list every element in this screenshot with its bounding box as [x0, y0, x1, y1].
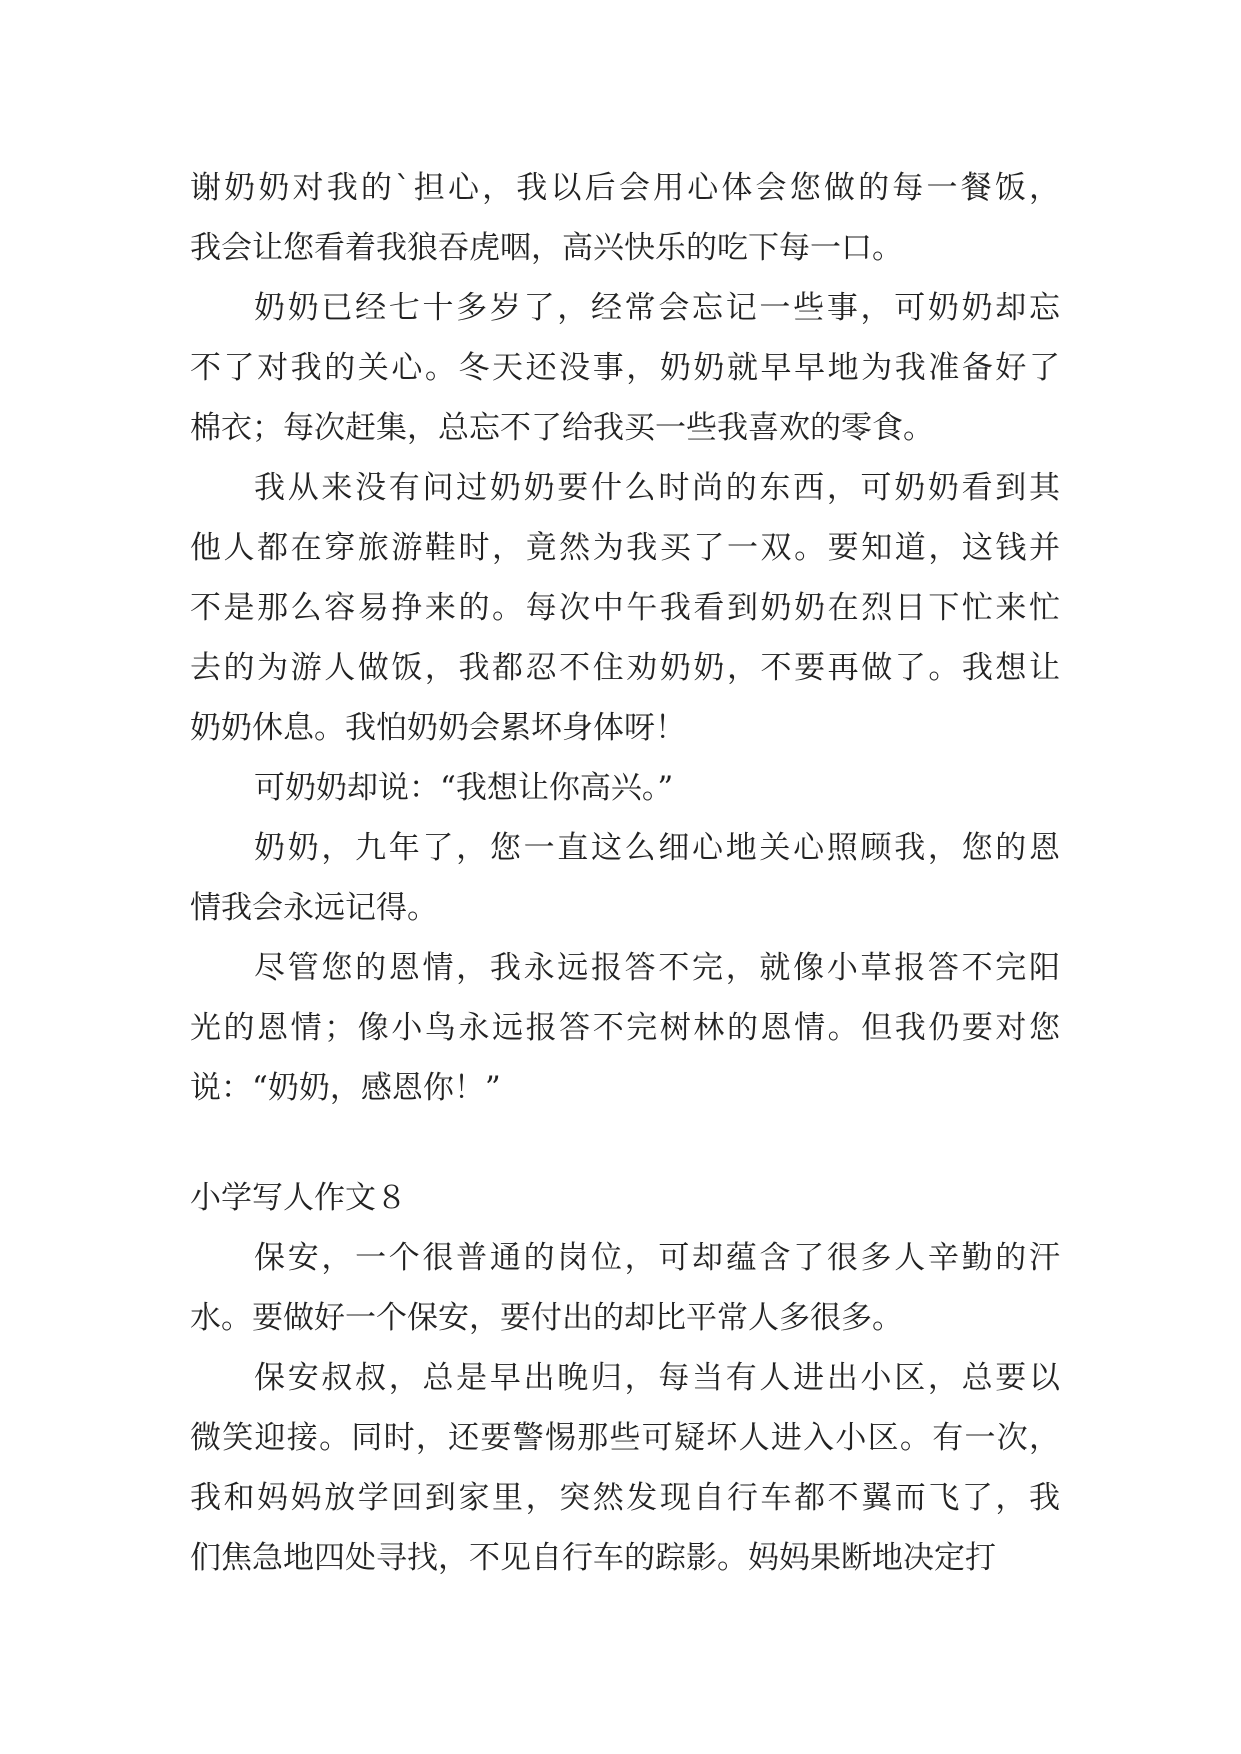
text-line: 他人都在穿旅游鞋时，竟然为我买了一双。要知道，这钱并 [190, 530, 1060, 566]
text-line: 不了对我的关心。冬天还没事，奶奶就早早地为我准备好了 [190, 350, 1060, 386]
text-line: 谢奶奶对我的`担心，我以后会用心体会您做的每一餐饭， [190, 170, 1060, 206]
text-line: 奶奶休息。我怕奶奶会累坏身体呀！ [190, 710, 686, 746]
text-line: 情我会永远记得。 [190, 890, 438, 926]
text-line: 可奶奶却说：“我想让你高兴。” [254, 770, 674, 806]
text-line: 我和妈妈放学回到家里，突然发现自行车都不翼而飞了，我 [190, 1480, 1060, 1516]
text-line: 奶奶已经七十多岁了，经常会忘记一些事，可奶奶却忘 [254, 290, 1060, 326]
text-line: 保安叔叔，总是早出晚归，每当有人进出小区，总要以 [254, 1360, 1060, 1396]
text-line: 水。要做好一个保安，要付出的却比平常人多很多。 [190, 1300, 903, 1336]
text-line: 我会让您看着我狼吞虎咽，高兴快乐的吃下每一口。 [190, 230, 903, 266]
paragraph [190, 758, 1060, 818]
text-line: 我从来没有问过奶奶要什么时尚的东西，可奶奶看到其 [254, 470, 1060, 506]
text-line: 奶奶，九年了，您一直这么细心地关心照顾我，您的恩 [254, 830, 1060, 866]
paragraph [190, 278, 1060, 458]
section-heading: 小学写人作文８ [190, 1180, 407, 1216]
text-line: 保安，一个很普通的岗位，可却蕴含了很多人辛勤的汗 [254, 1240, 1060, 1276]
text-line: 光的恩情；像小鸟永远报答不完树林的恩情。但我仍要对您 [190, 1010, 1060, 1046]
paragraph [190, 818, 1060, 938]
text-line: 去的为游人做饭，我都忍不住劝奶奶，不要再做了。我想让 [190, 650, 1060, 686]
text-line: 说：“奶奶，感恩你！” [190, 1070, 501, 1106]
paragraph [190, 1228, 1060, 1348]
section-gap [190, 1118, 1060, 1168]
paragraph [190, 938, 1060, 1118]
paragraph [190, 158, 1060, 278]
text-line: 微笑迎接。同时，还要警惕那些可疑坏人进入小区。有一次， [190, 1420, 1060, 1456]
essay-7-ending [190, 158, 1060, 1118]
text-line: 不是那么容易挣来的。每次中午我看到奶奶在烈日下忙来忙 [190, 590, 1060, 626]
text-line: 尽管您的恩情，我永远报答不完，就像小草报答不完阳 [254, 950, 1060, 986]
text-line: 们焦急地四处寻找，不见自行车的踪影。妈妈果断地决定打 [190, 1540, 996, 1576]
text-line: 棉衣；每次赶集，总忘不了给我买一些我喜欢的零食。 [190, 410, 934, 446]
paragraph [190, 458, 1060, 758]
document-page [190, 158, 1060, 1588]
essay-8-body [190, 1228, 1060, 1588]
paragraph [190, 1348, 1060, 1588]
